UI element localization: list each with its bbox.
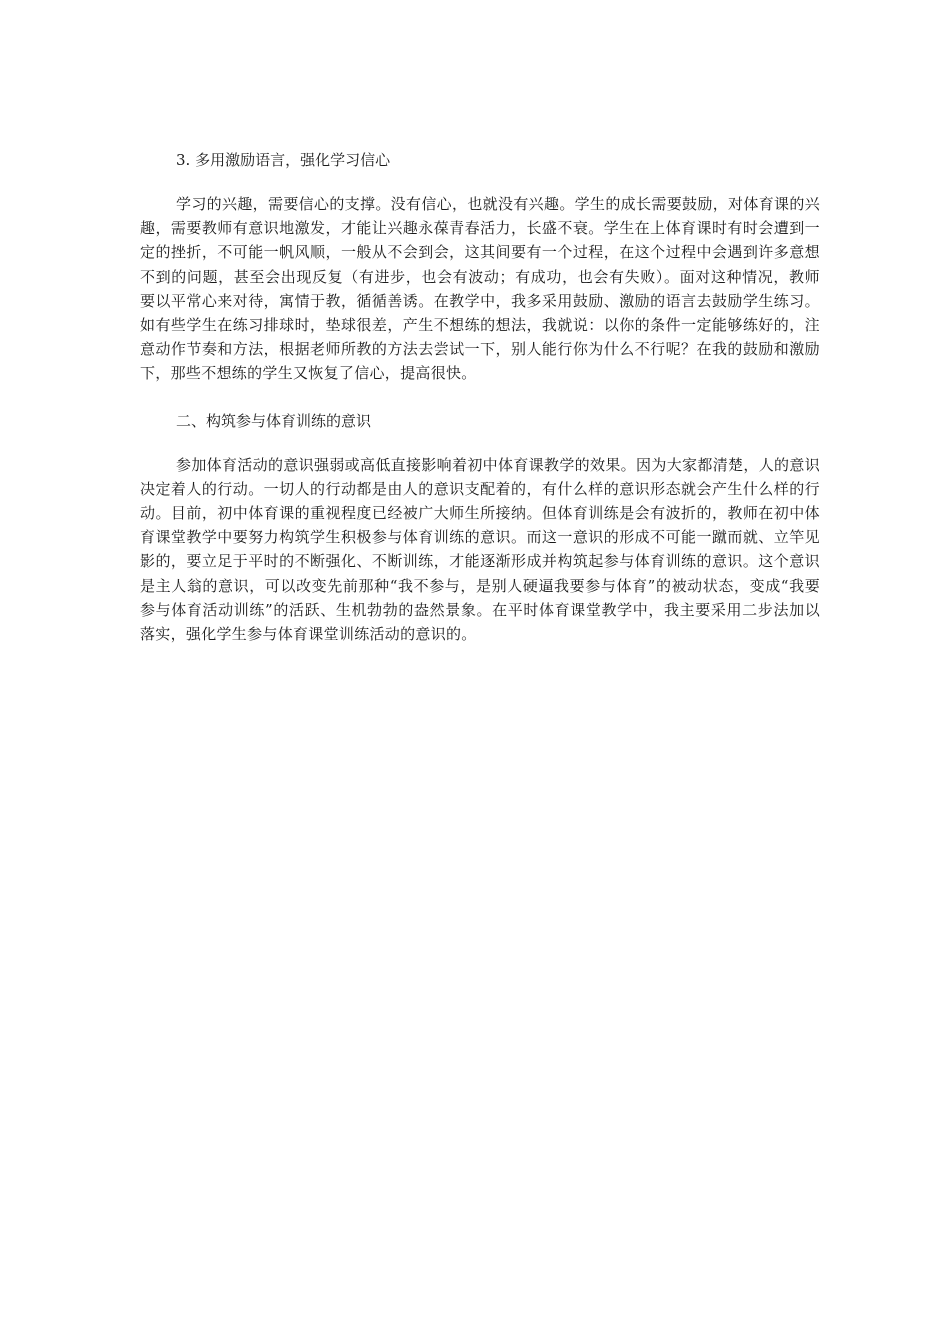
section-heading-encouragement: 3. 多用激励语言，强化学习信心: [176, 151, 391, 169]
document-page: [140, 140, 820, 646]
section-paragraph-encouragement: 学习的兴趣，需要信心的支撑。没有信心，也就没有兴趣。学生的成长需要鼓励，对体育课的兴趣，需要教师有意识地激发，才能让兴趣永葆青春活力，长盛不衰。学生在上体育课时有时会遭到一定的挫折，不可能一帆风顺，一般从不会到会，这其间要有一个过程，在这个过程中会遇到许多意想不到的问题，甚至会出现反复（有进步，也会有波动；有成功，也会有失败）。面对这种情况，教师要以平常心来对待，寓情于教，循循善诱。在教学中，我多采用鼓励、激励的语言去鼓励学生练习。如有些学生在练习排球时，垫球很差，产生不想练的想法，我就说：以你的条件一定能够练好的，注意动作节奏和方法，根据老师所教的方法去尝试一下，别人能行你为什么不行呢？在我的鼓励和激励下，那些不想练的学生又恢复了信心，提高很快。: [140, 195, 820, 383]
section-paragraph-participation: 参加体育活动的意识强弱或高低直接影响着初中体育课教学的效果。因为大家都清楚，人的意识决定着人的行动。一切人的行动都是由人的意识支配着的，有什么样的意识形态就会产生什么样的行动。目前，初中体育课的重视程度已经被广大师生所接纳。但体育训练是会有波折的，教师在初中体育课堂教学中要努力构筑学生积极参与体育训练的意识。而这一意识的形成不可能一蹴而就、立竿见影的，要立足于平时的不断强化、不断训练，才能逐渐形成并构筑起参与体育训练的意识。这个意识是主人翁的意识，可以改变先前那种“我不参与，是别人硬逼我要参与体育”的被动状态，变成“我要参与体育活动训练”的活跃、生机勃勃的盎然景象。在平时体育课堂教学中，我主要采用二步法加以落实，强化学生参与体育课堂训练活动的意识的。: [140, 455, 820, 644]
section-heading-participation: 二、构筑参与体育训练的意识: [176, 411, 372, 430]
